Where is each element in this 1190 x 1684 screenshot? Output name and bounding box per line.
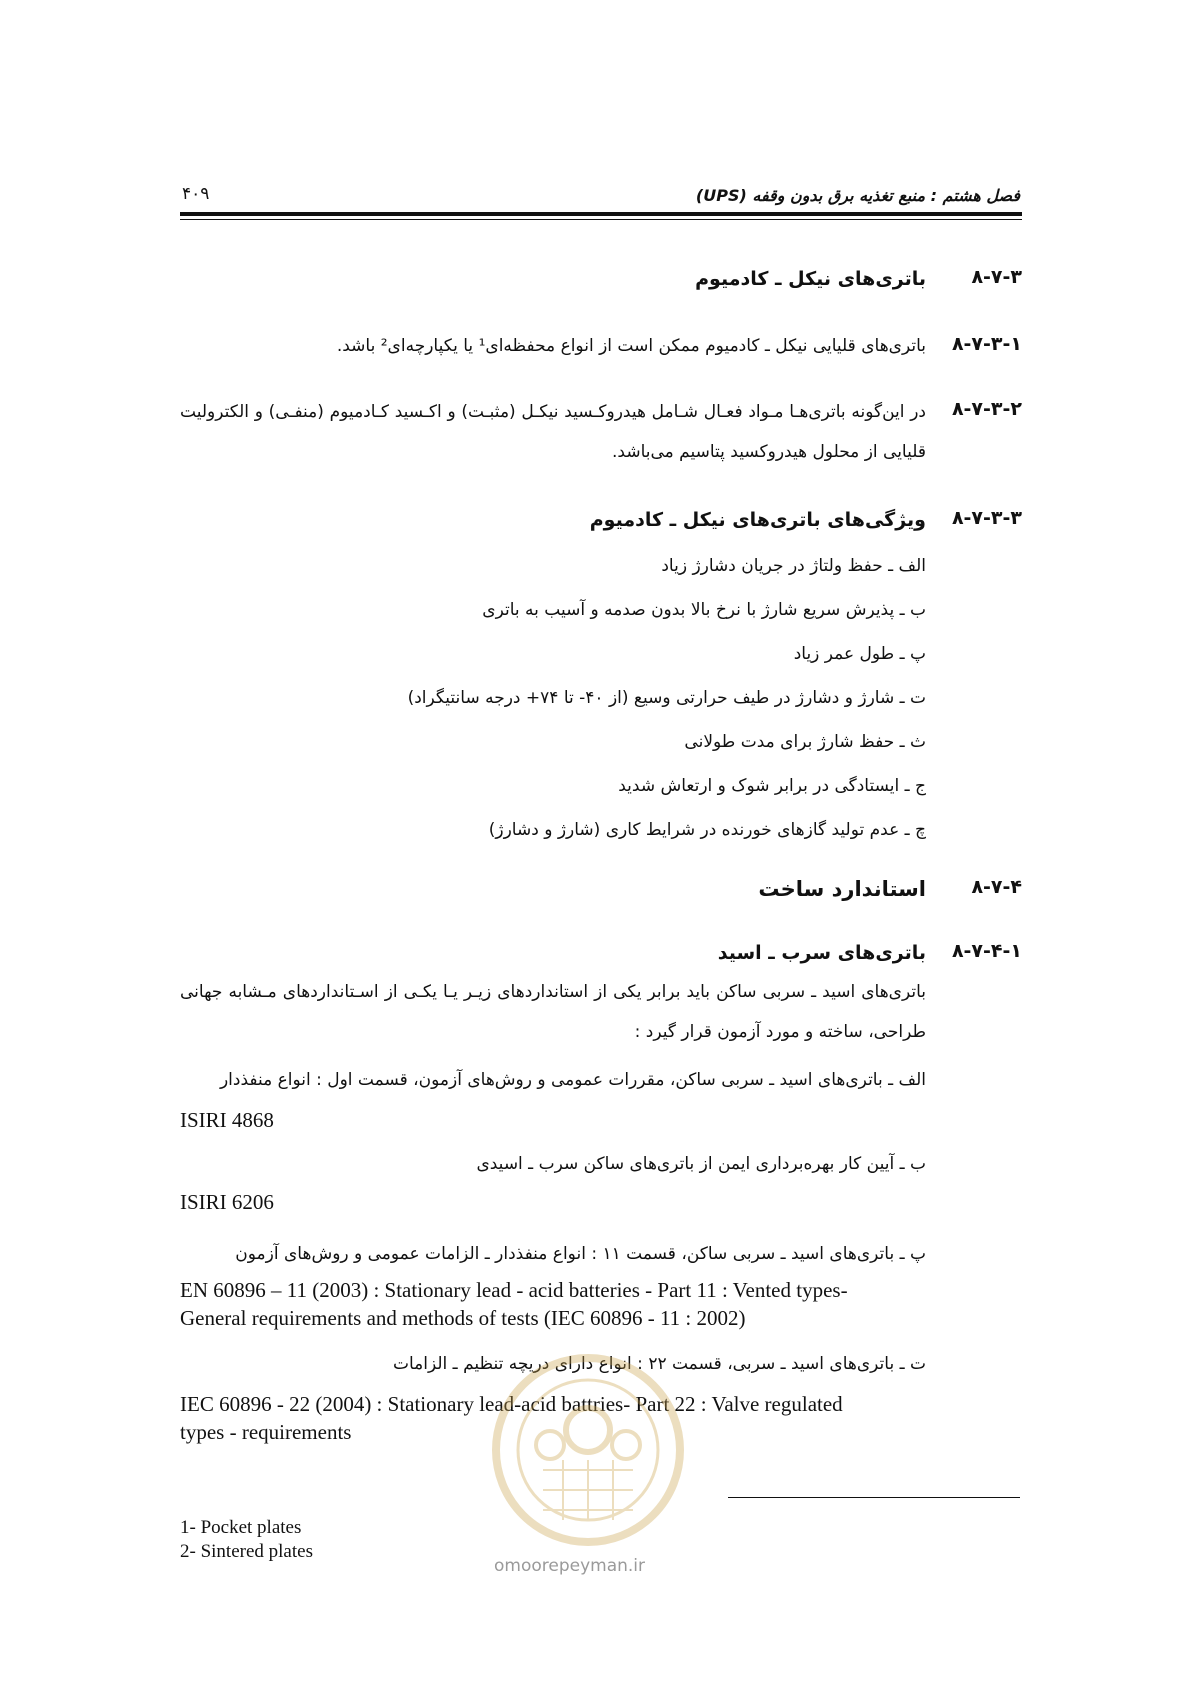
section-number: ۸-۷-۳-۱ <box>951 333 1022 355</box>
standard-english-line: EN 60896 – 11 (2003) : Stationary lead - acid batteries - Part 11 : Vented types- <box>180 1278 848 1302</box>
standard-english-line: IEC 60896 - 22 (2004) : Stationary lead-acid battries- Part 22 : Valve regulated <box>180 1392 843 1416</box>
section-number: ۸-۷-۳-۲ <box>951 398 1022 420</box>
standard-english-line: types - requirements <box>180 1420 352 1444</box>
standard-text: الف ـ باتری‌های اسید ـ سربی ساکن، مقررات عمومی و روش‌های آزمون، قسمت اول : انواع منفذدار <box>219 1070 926 1090</box>
page-number: ۴۰۹ <box>182 184 210 204</box>
standard-code: ISIRI 6206 <box>180 1190 274 1214</box>
watermark-url: omoorepeyman.ir <box>494 1556 646 1576</box>
footnote: 1- Pocket plates <box>180 1517 302 1538</box>
list-item: ث ـ حفظ شارژ برای مدت طولانی <box>684 732 926 752</box>
list-item: الف ـ حفظ ولتاژ در جریان دشارژ زیاد <box>661 556 926 576</box>
list-item: ج ـ ایستادگی در برابر شوک و ارتعاش شدید <box>618 776 926 796</box>
footnotes <box>180 1516 313 1564</box>
list-item: ت ـ شارژ و دشارژ در طیف حرارتی وسیع (از ۴۰- تا ۷۴+ درجه سانتیگراد) <box>407 688 926 708</box>
header-rule-thick <box>180 212 1022 216</box>
list-item: ب ـ پذیرش سریع شارژ با نرخ بالا بدون صدمه و آسیب به باتری <box>482 600 926 620</box>
standard-code: ISIRI 4868 <box>180 1108 274 1132</box>
features-list <box>180 544 926 852</box>
section-title: ویژگی‌های باتری‌های نیکل ـ کادمیوم <box>589 509 926 531</box>
standard-english-line: General requirements and methods of tests (IEC 60896 - 11 : 2002) <box>180 1306 746 1330</box>
paragraph-text: در این‌گونه باتری‌هـا مـواد فعـال شـامل هیدروکـسید نیکـل (مثبـت) و اکـسید کـادمیوم (منفـی) و الکترولیت قلیایی از محلول هیدروکسید پتاسیم می‌باشد. <box>180 402 926 462</box>
header-rule-thin <box>180 219 1022 220</box>
footnote: 2- Sintered plates <box>180 1541 313 1562</box>
section-number: ۸-۷-۴ <box>971 876 1022 898</box>
paragraph-text: باتری‌های قلیایی نیکل ـ کادمیوم ممکن است از انواع محفظه‌ای¹ یا یکپارچه‌ای² باشد. <box>336 336 926 356</box>
section-title: باتری‌های نیکل ـ کادمیوم <box>695 268 926 290</box>
standard-text: ت ـ باتری‌های اسید ـ سربی، قسمت ۲۲ : انواع دارای دریچه تنظیم ـ الزامات <box>392 1354 926 1374</box>
section-number: ۸-۷-۳-۳ <box>951 507 1022 529</box>
section-number: ۸-۷-۴-۱ <box>951 940 1022 962</box>
section-number: ۸-۷-۳ <box>971 266 1022 288</box>
section-title: استاندارد ساخت <box>758 877 926 901</box>
footnote-separator <box>728 1497 1020 1498</box>
list-item: پ ـ طول عمر زیاد <box>793 644 926 664</box>
chapter-header: فصل هشتم : منبع تغذیه برق بدون وقفه (UPS) <box>695 186 1020 205</box>
paragraph-text: باتری‌های اسید ـ سربی ساکن باید برابر یکی از استانداردهای زیـر یـا یکـی از اسـتانداردهای مـشابه جهانی طراحی، ساخته و مورد آزمون قرار گیرد : <box>180 982 926 1042</box>
standard-text: پ ـ باتری‌های اسید ـ سربی ساکن، قسمت ۱۱ : انواع منفذدار ـ الزامات عمومی و روش‌های آزمون <box>235 1244 926 1264</box>
section-title: باتری‌های سرب ـ اسید <box>717 942 926 964</box>
standard-text: ب ـ آیین کار بهره‌برداری ایمن از باتری‌های ساکن سرب ـ اسیدی <box>476 1154 926 1174</box>
list-item: چ ـ عدم تولید گازهای خورنده در شرایط کاری (شارژ و دشارژ) <box>488 820 926 840</box>
